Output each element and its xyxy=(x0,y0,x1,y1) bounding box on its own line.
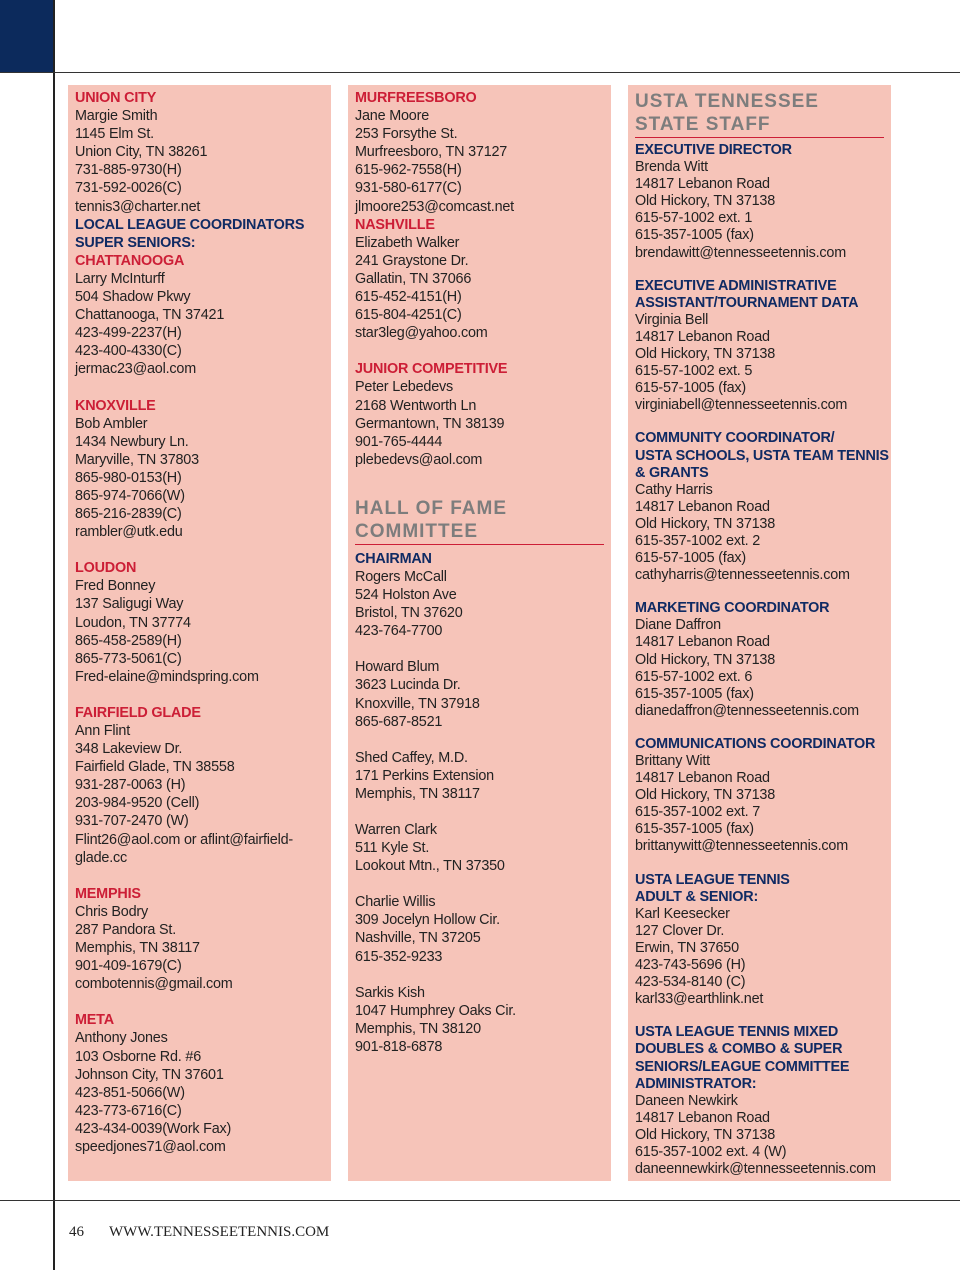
entry-line: Old Hickory, TN 37138 xyxy=(635,787,776,804)
entry-line: Chattanooga, TN 37421 xyxy=(75,307,225,324)
email-line: combotennis@gmail.com xyxy=(75,976,233,993)
section-title: STATE STAFF xyxy=(635,114,771,135)
section-title: COMMITTEE xyxy=(355,520,478,542)
role-heading: COMMUNITY COORDINATOR/ xyxy=(635,430,835,447)
entry-spacer xyxy=(75,379,324,397)
entry-line: Cathy Harris xyxy=(635,481,713,498)
location-heading: KNOXVILLE xyxy=(75,397,156,414)
email-line: dianedaffron@tennesseetennis.com xyxy=(635,702,859,719)
entry-spacer xyxy=(355,803,604,821)
directory-column-1 xyxy=(68,85,331,1181)
entry-line: 865-974-7066(W) xyxy=(75,487,185,504)
role-heading: SUPER SENIORS: xyxy=(75,234,196,251)
entry-spacer xyxy=(635,856,884,872)
entry-line: 865-687-8521 xyxy=(355,713,443,730)
entry-line: 931-707-2470 (W) xyxy=(75,813,189,830)
entry-line: Rogers McCall xyxy=(355,568,447,585)
section-title: USTA TENNESSEE xyxy=(635,91,819,112)
entry-line: Brittany Witt xyxy=(635,753,710,769)
entry-line: 865-773-5061(C) xyxy=(75,650,182,667)
section-title: HALL OF FAME xyxy=(355,497,508,519)
entry-line: 865-458-2589(H) xyxy=(75,632,182,649)
email-line: rambler@utk.edu xyxy=(75,524,183,541)
entry-line: 127 Clover Dr. xyxy=(635,922,725,939)
margin-rule xyxy=(53,0,55,1270)
entry-line: 14817 Lebanon Road xyxy=(635,328,770,345)
entry-line: Charlie Willis xyxy=(355,894,436,911)
role-heading: COMMUNICATIONS COORDINATOR xyxy=(635,735,876,752)
role-heading: EXECUTIVE ADMINISTRATIVE xyxy=(635,277,837,294)
entry-line: 253 Forsythe St. xyxy=(355,126,458,143)
directory-column-2 xyxy=(348,85,611,1181)
entry-line: Howard Blum xyxy=(355,659,440,676)
entry-line: Elizabeth Walker xyxy=(355,234,460,251)
location-heading: FAIRFIELD GLADE xyxy=(75,704,201,721)
footer-rule xyxy=(0,1200,960,1201)
location-heading: CHATTANOOGA xyxy=(75,252,185,269)
entry-line: 615-57-1002 ext. 1 xyxy=(635,210,753,227)
entry-line: 103 Osborne Rd. #6 xyxy=(75,1048,202,1065)
email-line: virginiabell@tennesseetennis.com xyxy=(635,397,848,414)
entry-line: 423-743-5696 (H) xyxy=(635,957,746,974)
entry-spacer xyxy=(355,342,604,360)
entry-spacer xyxy=(635,262,884,278)
entry-line: 2168 Wentworth Ln xyxy=(355,397,477,414)
entry-line: Loudon, TN 37774 xyxy=(75,614,191,631)
entry-line: 14817 Lebanon Road xyxy=(635,498,770,515)
entry-line: 423-764-7700 xyxy=(355,623,443,640)
entry-line: 1434 Newbury Ln. xyxy=(75,433,189,450)
location-heading: MURFREESBORO xyxy=(355,90,477,106)
entry-line: 615-357-1002 ext. 2 xyxy=(635,532,761,549)
page-footer xyxy=(69,1224,329,1241)
entry-line: 511 Kyle St. xyxy=(355,840,430,857)
entry-line: 901-818-6878 xyxy=(355,1038,443,1055)
email-line: tennis3@charter.net xyxy=(75,198,201,215)
location-heading: JUNIOR COMPETITIVE xyxy=(355,361,508,378)
entry-spacer xyxy=(635,584,884,600)
entry-line: Virginia Bell xyxy=(635,311,709,328)
email-line: daneennewkirk@tennesseetennis.com xyxy=(635,1161,876,1178)
entry-line: 524 Holston Ave xyxy=(355,587,457,604)
entry-line: Sarkis Kish xyxy=(355,984,425,1001)
role-heading: LOCAL LEAGUE COORDINATORS xyxy=(75,216,305,233)
entry-line: 931-287-0063 (H) xyxy=(75,777,186,794)
entry-line: Lookout Mtn., TN 37350 xyxy=(355,858,505,875)
entry-line: 615-452-4151(H) xyxy=(355,289,462,306)
entry-line: Jane Moore xyxy=(355,108,429,125)
entry-line: 615-962-7558(H) xyxy=(355,162,462,179)
entry-line: 241 Graystone Dr. xyxy=(355,252,469,269)
entry-line: Fairfield Glade, TN 38558 xyxy=(75,759,235,776)
role-heading: DOUBLES & COMBO & SUPER xyxy=(635,1041,843,1058)
email-line: jermac23@aol.com xyxy=(75,361,196,378)
role-heading: USTA LEAGUE TENNIS xyxy=(635,871,790,888)
location-heading: UNION CITY xyxy=(75,90,157,106)
entry-line: 1047 Humphrey Oaks Cir. xyxy=(355,1002,516,1019)
entry-spacer xyxy=(635,414,884,430)
email-line: karl33@earthlink.net xyxy=(635,991,764,1008)
entry-line: 137 Saligugi Way xyxy=(75,596,184,613)
entry-spacer xyxy=(355,640,604,658)
entry-line: 3623 Lucinda Dr. xyxy=(355,677,461,694)
entry-line: Nashville, TN 37205 xyxy=(355,930,481,947)
entry-line: Germantown, TN 38139 xyxy=(355,415,505,432)
entry-line: 309 Jocelyn Hollow Cir. xyxy=(355,912,500,929)
entry-line: 423-534-8140 (C) xyxy=(635,974,746,991)
entry-line: 615-57-1002 ext. 5 xyxy=(635,363,753,380)
entry-line: 423-434-0039(Work Fax) xyxy=(75,1120,232,1137)
entry-line: 615-804-4251(C) xyxy=(355,307,462,324)
entry-line: Maryville, TN 37803 xyxy=(75,451,199,468)
entry-line: 1145 Elm St. xyxy=(75,126,154,143)
entry-line: Chris Bodry xyxy=(75,903,148,920)
entry-spacer xyxy=(355,469,604,497)
entry-line: Memphis, TN 38117 xyxy=(75,940,200,957)
location-heading: MEMPHIS xyxy=(75,885,141,902)
section-divider xyxy=(355,544,604,545)
entry-line: Anthony Jones xyxy=(75,1030,168,1047)
entry-line: 14817 Lebanon Road xyxy=(635,1109,770,1126)
role-heading: USTA SCHOOLS, USTA TEAM TENNIS xyxy=(635,447,889,464)
entry-line: Daneen Newkirk xyxy=(635,1092,738,1109)
entry-line: 615-57-1005 (fax) xyxy=(635,550,746,567)
entry-spacer xyxy=(635,720,884,736)
entry-line: 423-400-4330(C) xyxy=(75,343,182,360)
entry-line: 14817 Lebanon Road xyxy=(635,634,770,651)
entry-line: 931-580-6177(C) xyxy=(355,180,462,197)
entry-line: 14817 Lebanon Road xyxy=(635,176,770,193)
entry-line: Ann Flint xyxy=(75,723,130,739)
section-divider xyxy=(635,137,884,138)
entry-line: Old Hickory, TN 37138 xyxy=(635,193,776,210)
entry-line: Fred Bonney xyxy=(75,578,156,595)
entry-line: 14817 Lebanon Road xyxy=(635,770,770,787)
role-heading: & GRANTS xyxy=(635,464,709,481)
entry-spacer xyxy=(355,966,604,984)
entry-line: Erwin, TN 37650 xyxy=(635,939,739,956)
location-heading: NASHVILLE xyxy=(355,216,435,233)
directory-column-3 xyxy=(628,85,891,1181)
entry-line: 865-216-2839(C) xyxy=(75,506,182,523)
entry-line: Larry McInturff xyxy=(75,270,165,287)
entry-line: Karl Keesecker xyxy=(635,905,730,922)
entry-line: Knoxville, TN 37918 xyxy=(355,695,480,712)
corner-color-block xyxy=(0,0,53,72)
email-line: jlmoore253@comcast.net xyxy=(355,198,514,215)
entry-spacer xyxy=(635,1008,884,1024)
role-heading: USTA LEAGUE TENNIS MIXED xyxy=(635,1024,839,1041)
location-heading: LOUDON xyxy=(75,560,137,577)
entry-line: Old Hickory, TN 37138 xyxy=(635,651,776,668)
entry-line: Old Hickory, TN 37138 xyxy=(635,515,776,532)
entry-line: Union City, TN 38261 xyxy=(75,144,208,161)
entry-spacer xyxy=(75,541,324,559)
entry-line: Shed Caffey, M.D. xyxy=(355,749,468,766)
entry-line: 615-352-9233 xyxy=(355,948,443,965)
entry-line: 423-773-6716(C) xyxy=(75,1102,182,1119)
entry-line: Warren Clark xyxy=(355,822,437,838)
entry-line: 615-357-1005 (fax) xyxy=(635,685,754,702)
entry-line: 171 Perkins Extension xyxy=(355,767,494,784)
email-line: cathyharris@tennesseetennis.com xyxy=(635,567,850,584)
role-heading: EXECUTIVE DIRECTOR xyxy=(635,142,792,158)
email-line: star3leg@yahoo.com xyxy=(355,325,488,342)
entry-line: 504 Shadow Pkwy xyxy=(75,289,191,306)
email-line: brendawitt@tennesseetennis.com xyxy=(635,244,846,261)
entry-line: 901-765-4444 xyxy=(355,433,443,450)
entry-line: 901-409-1679(C) xyxy=(75,958,182,975)
entry-line: Brenda Witt xyxy=(635,159,708,176)
entry-line: Murfreesboro, TN 37127 xyxy=(355,144,508,161)
entry-line: 865-980-0153(H) xyxy=(75,469,182,486)
entry-line: 287 Pandora St. xyxy=(75,921,177,938)
entry-line: Gallatin, TN 37066 xyxy=(355,270,472,287)
role-heading: SENIORS/LEAGUE COMMITTEE xyxy=(635,1058,850,1075)
entry-line: Bristol, TN 37620 xyxy=(355,605,463,622)
role-heading: MARKETING COORDINATOR xyxy=(635,600,830,617)
entry-line: Peter Lebedevs xyxy=(355,379,454,396)
email-line: brittanywitt@tennesseetennis.com xyxy=(635,838,848,855)
email-line: Fred-elaine@mindspring.com xyxy=(75,668,259,685)
entry-line: glade.cc xyxy=(75,849,127,866)
website-link: WWW.TENNESSEETENNIS.COM xyxy=(109,1224,330,1240)
entry-line: 348 Lakeview Dr. xyxy=(75,741,183,758)
entry-line: Memphis, TN 38117 xyxy=(355,785,480,802)
entry-line: 615-357-1002 ext. 4 (W) xyxy=(635,1143,787,1160)
entry-line: 731-885-9730(H) xyxy=(75,162,182,179)
entry-line: Memphis, TN 38120 xyxy=(355,1020,481,1037)
location-heading: META xyxy=(75,1012,114,1029)
page-number: 46 xyxy=(69,1224,84,1240)
role-heading: ADULT & SENIOR: xyxy=(635,888,759,905)
header-rule xyxy=(0,72,960,73)
entry-line: 615-57-1005 (fax) xyxy=(635,380,746,397)
entry-line: 615-357-1002 ext. 7 xyxy=(635,804,761,821)
entry-line: Old Hickory, TN 37138 xyxy=(635,1126,776,1143)
entry-spacer xyxy=(355,731,604,749)
entry-line: 615-57-1002 ext. 6 xyxy=(635,668,753,685)
email-line: plebedevs@aol.com xyxy=(355,451,483,468)
email-line: Flint26@aol.com or aflint@fairfield- xyxy=(75,831,293,848)
entry-spacer xyxy=(75,686,324,704)
entry-spacer xyxy=(75,993,324,1011)
entry-line: 615-357-1005 (fax) xyxy=(635,821,754,838)
entry-line: 615-357-1005 (fax) xyxy=(635,227,754,244)
entry-line: 731-592-0026(C) xyxy=(75,180,182,197)
entry-spacer xyxy=(75,867,324,885)
entry-line: 203-984-9520 (Cell) xyxy=(75,795,200,812)
entry-line: Bob Ambler xyxy=(75,415,148,432)
role-heading: CHAIRMAN xyxy=(355,550,432,567)
entry-spacer xyxy=(355,875,604,893)
entry-line: 423-499-2237(H) xyxy=(75,325,182,342)
email-line: speedjones71@aol.com xyxy=(75,1138,226,1155)
role-heading: ADMINISTRATOR: xyxy=(635,1075,757,1092)
entry-line: Old Hickory, TN 37138 xyxy=(635,346,776,363)
entry-line: Margie Smith xyxy=(75,108,158,125)
role-heading: ASSISTANT/TOURNAMENT DATA xyxy=(635,294,859,311)
entry-line: Diane Daffron xyxy=(635,617,721,634)
entry-line: 423-851-5066(W) xyxy=(75,1084,185,1101)
entry-line: Johnson City, TN 37601 xyxy=(75,1066,224,1083)
